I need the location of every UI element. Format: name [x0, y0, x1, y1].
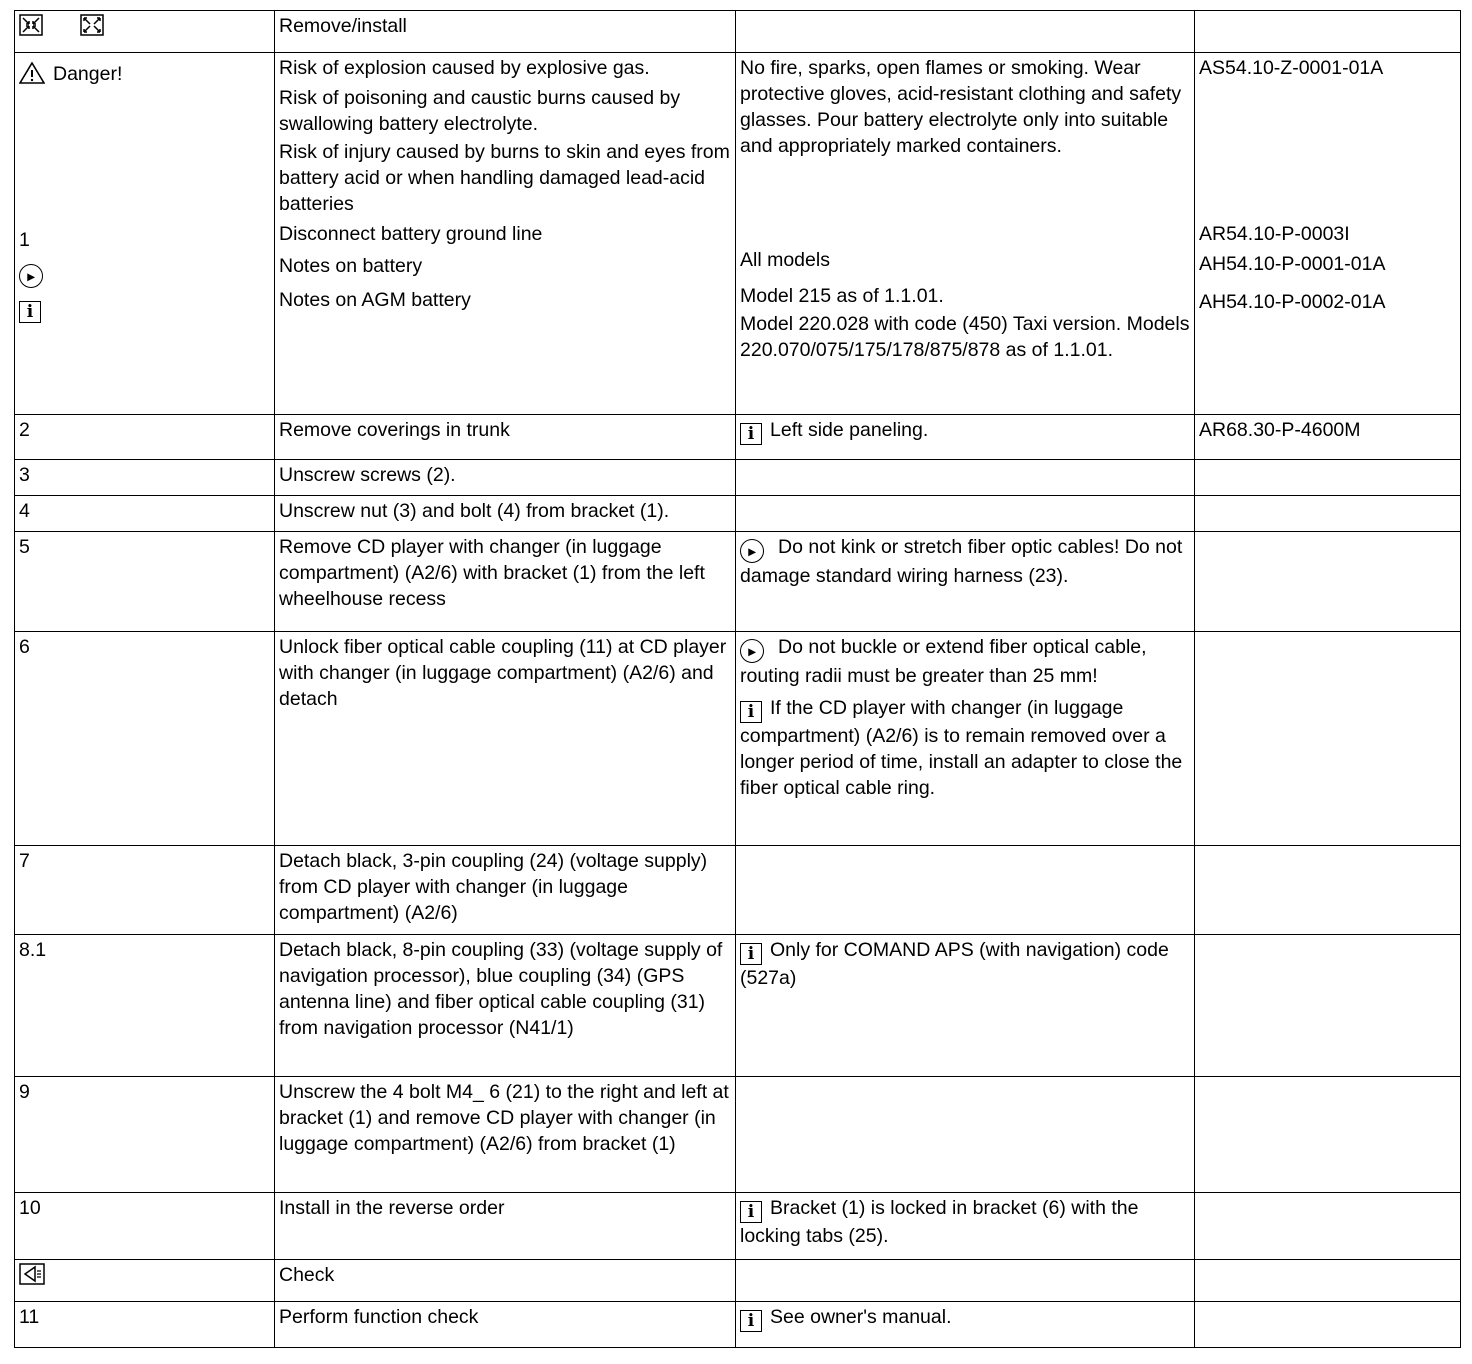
reference-cell: AS54.10-Z-0001-01A AR54.10-P-0003I AH54.10-P-0001-01A AH54.10-P-0002-01A: [1195, 53, 1461, 415]
note-cell: [736, 846, 1195, 935]
description-cell: Remove CD player with changer (in luggage compartment) (A2/6) with bracket (1) from the left wheelhouse recess: [275, 532, 736, 632]
step-cell: 4: [15, 496, 275, 532]
table-row: [15, 496, 1461, 532]
description-cell: Check: [275, 1260, 736, 1302]
description-cell: Unlock fiber optical cable coupling (11) at CD player with changer (in luggage compartment) (A2/6) and detach: [275, 632, 736, 846]
table-row: [15, 935, 1461, 1077]
step-number: 1: [19, 229, 30, 251]
note-cell: i Bracket (1) is locked in bracket (6) with the locking tabs (25).: [736, 1193, 1195, 1260]
info-icon: i: [740, 1201, 762, 1223]
description-cell: Detach black, 8-pin coupling (33) (voltage supply of navigation processor), blue coupling (34) (GPS antenna line) and fiber optical cable coupling (31) from navigation processor (N41/1): [275, 935, 736, 1077]
note-cell: [736, 1077, 1195, 1193]
step-cell: 7: [15, 846, 275, 935]
description-cell: Unscrew the 4 bolt M4_ 6 (21) to the right and left at bracket (1) and remove CD player with changer (in luggage compartment) (A2/6) from bracket (1): [275, 1077, 736, 1193]
step-cell: 11: [15, 1302, 275, 1348]
warning-triangle-icon: [19, 62, 45, 84]
table-row: [15, 1077, 1461, 1193]
reference-cell: [1195, 460, 1461, 496]
table-row: [15, 846, 1461, 935]
table-row: [15, 415, 1461, 460]
description-cell: Install in the reverse order: [275, 1193, 736, 1260]
info-icon: i: [740, 1310, 762, 1332]
step-cell: [15, 11, 275, 53]
step-cell: 5: [15, 532, 275, 632]
procedure-table: [14, 10, 1461, 1348]
info-icon: i: [740, 701, 762, 723]
step-cell: 6: [15, 632, 275, 846]
description-cell: Perform function check: [275, 1302, 736, 1348]
step-cell: [15, 1260, 275, 1302]
description-cell: Detach black, 3-pin coupling (24) (voltage supply) from CD player with changer (in luggage compartment) (A2/6): [275, 846, 736, 935]
reference-cell: [1195, 1193, 1461, 1260]
description-cell: Remove/install: [275, 11, 736, 53]
note-cell: ▸ Do not buckle or extend fiber optical cable, routing radii must be greater than 25 mm! i If the CD player with changer (in luggage compartment) (A2/6) is to remain removed over a longer period of time, install an adapter to close the fiber optical cable ring.: [736, 632, 1195, 846]
reference-cell: [1195, 1302, 1461, 1348]
table-row-header: [15, 11, 1461, 53]
note-cell: [736, 460, 1195, 496]
info-icon: i: [740, 423, 762, 445]
step-cell: 9: [15, 1077, 275, 1193]
description-cell: Risk of explosion caused by explosive gas. Risk of poisoning and caustic burns caused by swallowing battery electrolyte. Risk of injury caused by burns to skin and eyes from battery acid or when handling damaged lead-acid batteries Disconnect battery ground line Notes on battery Notes on AGM battery: [275, 53, 736, 415]
check-icon: [19, 1263, 45, 1285]
reference-cell: [1195, 11, 1461, 53]
attention-icon: ▸: [740, 639, 764, 663]
note-cell: ▸ Do not kink or stretch fiber optic cables! Do not damage standard wiring harness (23).: [736, 532, 1195, 632]
table-row: [15, 632, 1461, 846]
info-icon: i: [19, 301, 41, 323]
table-row: [15, 1302, 1461, 1348]
note-cell: i See owner's manual.: [736, 1302, 1195, 1348]
reference-cell: [1195, 532, 1461, 632]
step-cell: [15, 53, 275, 415]
note-cell: i Left side paneling.: [736, 415, 1195, 460]
note-cell: [736, 496, 1195, 532]
reference-cell: [1195, 1260, 1461, 1302]
attention-icon: ▸: [19, 264, 43, 288]
note-cell: No fire, sparks, open flames or smoking. Wear protective gloves, acid-resistant clothing and safety glasses. Pour battery electrolyte only into suitable and appropriately marked containers. All models Model 215 as of 1.1.01. Model 220.028 with code (450) Taxi version. Models 220.070/075/175/178/875/878 as of 1.1.01.: [736, 53, 1195, 415]
danger-label: Danger!: [53, 63, 123, 85]
reference-cell: [1195, 496, 1461, 532]
reference-cell: [1195, 1077, 1461, 1193]
remove-icon: [19, 14, 43, 36]
reference-cell: AR68.30-P-4600M: [1195, 415, 1461, 460]
reference-cell: [1195, 846, 1461, 935]
description-cell: Unscrew nut (3) and bolt (4) from bracket (1).: [275, 496, 736, 532]
table-row: [15, 532, 1461, 632]
note-cell: [736, 1260, 1195, 1302]
attention-icon: ▸: [740, 539, 764, 563]
table-row: [15, 1193, 1461, 1260]
reference-cell: [1195, 935, 1461, 1077]
reference-cell: [1195, 632, 1461, 846]
description-cell: Unscrew screws (2).: [275, 460, 736, 496]
table-row-safety: [15, 53, 1461, 415]
description-cell: Remove coverings in trunk: [275, 415, 736, 460]
step-cell: 3: [15, 460, 275, 496]
step-cell: 10: [15, 1193, 275, 1260]
install-icon: [80, 14, 104, 36]
note-cell: i Only for COMAND APS (with navigation) code (527a): [736, 935, 1195, 1077]
note-cell: [736, 11, 1195, 53]
table-row: [15, 460, 1461, 496]
info-icon: i: [740, 943, 762, 965]
step-cell: 2: [15, 415, 275, 460]
table-row: [15, 1260, 1461, 1302]
step-cell: 8.1: [15, 935, 275, 1077]
